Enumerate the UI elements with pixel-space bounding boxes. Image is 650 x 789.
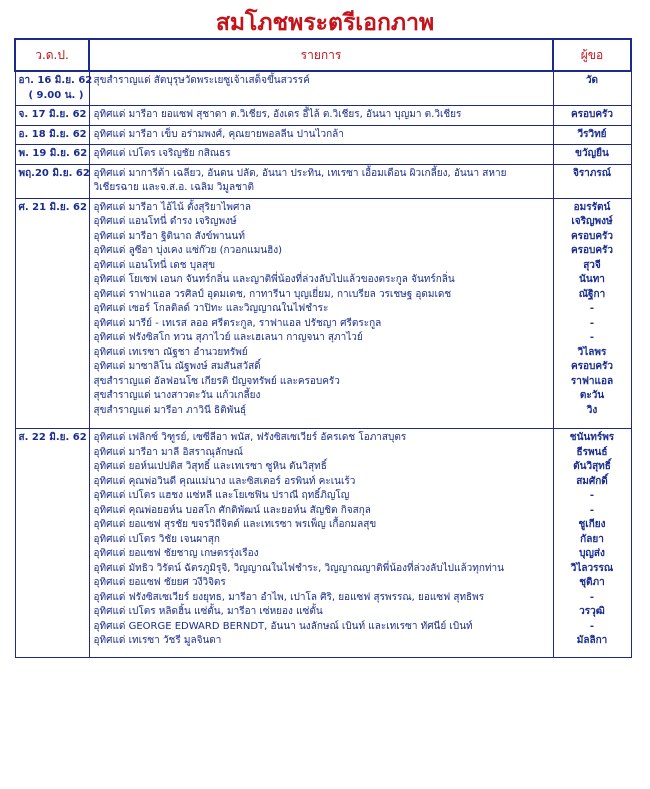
row-details (89, 145, 553, 165)
table-body (15, 71, 631, 657)
row-requester-line: ครอบครัว (570, 245, 614, 256)
row-requester-line: ตะวัน (579, 390, 605, 401)
row-details (89, 106, 553, 126)
row-requester-line: เจริญพงษ์ (571, 216, 613, 227)
row-details-line: อุทิศแด่ ยอห์นเปปติส วิสุทธิ์ และเทเรซา ซูหิน ตันวิสุทธิ์ (93, 461, 327, 472)
row-details-line: อุทิศแด่ มารีอา เข็บ อร่ามพงศ์, คุณยายพอลลีน ปานไวกล้า (93, 128, 344, 140)
row-details-line: อุทิศแด่ มารีอา ฐิตินาถ สังข์พานนท์ (93, 230, 245, 242)
row-details-line: อุทิศแด่ มาซาลิโน ณัฐพงษ์ สมสันสวัสดิ์ (93, 361, 261, 372)
row-details-line: อุทิศแด่ ยอแซฟ สุรชัย ขจรวิถีจิตต์ และเทเรซา พรเพ็ญ เกื้อกมลสุข (93, 519, 377, 530)
row-date-line: อ. 18 มิ.ย. 62 (18, 128, 87, 140)
row-requester (553, 145, 631, 165)
row-date (15, 145, 89, 165)
row-requester-line: ธีรพนธ์ (576, 446, 608, 458)
row-requester-line: มัลลิกา (576, 635, 608, 646)
row-date-line: ศ. 21 มิ.ย. 62 (18, 201, 87, 213)
table-row (15, 164, 631, 198)
row-requester-line: วัด (585, 75, 599, 86)
row-date (15, 106, 89, 126)
row-details-line: อุทิศแด่ เทเรซา ณัฐชา อำนวยทรัพย์ (93, 346, 248, 358)
row-details-line: อุทิศแด่ มารีย์ - เทเรส ลออ ศรีตระกูล, ราฟาแอล ปรัชญา ศรีตระกูล (93, 317, 382, 329)
row-requester-line: บุญส่ง (579, 548, 605, 559)
table-row (15, 198, 631, 429)
header-details: รายการ (89, 39, 553, 71)
row-details-line: อุทิศแด่ เปโตร แฮชง แซ่หลี และโยเซฟิน ปราณี ฤทธิ์ภิญโญ (93, 490, 350, 501)
table-row (15, 429, 631, 658)
row-requester-line: ครอบครัว (570, 361, 614, 372)
row-requester-line: สมศักดิ์ (576, 475, 608, 487)
row-requester-line: - (589, 591, 595, 603)
row-requester-line: นันทา (579, 274, 605, 285)
row-requester-line: ครอบครัว (570, 230, 614, 242)
row-date-line: พฤ.20 มิ.ย. 62 (18, 167, 90, 179)
row-date-line: จ. 17 มิ.ย. 62 (18, 109, 87, 120)
row-requester (553, 198, 631, 429)
row-details (89, 429, 553, 658)
row-requester (553, 164, 631, 198)
row-details-line: อุทิศแด่ มัทธิว วิรัตน์ ฉัตรภูมิรุจิ, วิญญาณในไฟชำระ, วิญญาณญาติพี่น้องที่ล่วงลับไปแล้วทุกท่าน (93, 562, 504, 574)
table-header-row (15, 39, 631, 71)
row-requester-line: ชูเกียง (578, 519, 606, 530)
row-requester-line: วิไลพร (577, 346, 607, 358)
row-details-line: อุทิศแด่ เปโตร วิชัย เจนผาสุก (93, 533, 220, 545)
row-requester-line: ขวัญยืน (575, 148, 609, 159)
row-requester-line: - (589, 490, 595, 501)
row-details-line: อุทิศแด่ เปโตร หลิดฮิ้น แซ่ตั้น, มารีอา เซ่หยอง แซ่ตั้น (93, 606, 323, 617)
row-requester-line: ชุติภา (579, 577, 605, 588)
row-details-line: สุขสำราญแด่ อัลฟอนโซ เกียรติ ปัญจทรัพย์ และครอบครัว (93, 375, 340, 387)
row-details-line: อุทิศแด่ ยอแซฟ ชัยยศ วงีวิจิตร (93, 577, 226, 588)
table-row (15, 71, 631, 106)
row-date (15, 198, 89, 429)
row-details-line: วิเชียรฉาย และจ.ส.อ. เฉลิม วิมูลชาติ (93, 182, 255, 193)
row-date (15, 125, 89, 145)
row-date-line: ( 9.00 น. ) (28, 89, 84, 101)
row-details (89, 125, 553, 145)
row-date (15, 429, 89, 658)
row-details-line: สุขสำราญแด่ นางสาวตะวัน แก้วเกลี้ยง (93, 390, 261, 401)
row-details-line: อุทิศแด่ เปโตร เจริญชัย กสิณธร (93, 148, 231, 159)
row-date (15, 164, 89, 198)
row-requester (553, 106, 631, 126)
row-details-line: อุทิศแด่ แอนโทนี่ เดช บุลสุข (93, 259, 216, 271)
row-requester-line: จิราภรณ์ (572, 167, 612, 179)
row-details-line: สุขสำราญแด่ สัตบุรุษวัดพระเยซูเจ้าเสด็จขึ้นสวรรค์ (93, 75, 310, 86)
row-details-line: อุทิศแด่ GEORGE EDWARD BERNDT, อันนา นงลักษณ์ เบินท์ และเทเรซา ทัศนีย์ เบินท์ (93, 620, 473, 632)
row-requester-line: สุวจี (583, 259, 601, 271)
row-requester-line: ราฟาแอล (570, 375, 614, 387)
row-requester-line: อมรรัตน์ (573, 201, 611, 213)
row-details-line: อุทิศแด่ คุณพ่อวินดี คุณแม่นาง และซิสเตอร์ อรพินท์ คะเนเร้ว (93, 475, 356, 487)
row-requester-line: วิไลวรรณ (570, 562, 614, 574)
row-requester (553, 125, 631, 145)
row-details (89, 71, 553, 106)
row-details-line: อุทิศแด่ ฟรังซิสเซเวียร์ ยงยุทธ, มารีอา อำไพ, เปาโล ศิริ, ยอแซฟ สุรพรรณ, ยอแซฟ สุทธิพร (93, 591, 485, 603)
row-details-line: สุขสำราญแด่ มารีอา ภาวินี ธิติพันธุ์ (93, 404, 247, 416)
row-date-line: ส. 22 มิ.ย. 62 (18, 432, 87, 443)
row-details-line: อุทิศแด่ ลูซีอา บุ่งเคง แซ่ก๊วย (กวอกแมนฮิง) (93, 245, 283, 256)
row-details-line: อุทิศแด่ ฟรังซิสโก ทวน สุภาไวย์ และเฮเลนา กาญจนา สุภาไวย์ (93, 332, 363, 343)
row-requester-line: - (589, 504, 595, 516)
row-requester-line: วีรวิทย์ (577, 128, 607, 140)
row-details-line: อุทิศแด่ เฟลิกซ์ วิฑูรย์, เซซีลีอา พนัส, ฟรังซิสเซเวียร์ อัครเดช โอภาสบุตร (93, 432, 407, 443)
header-requester: ผู้ขอ (553, 39, 631, 71)
row-date-line: พ. 19 มิ.ย. 62 (18, 148, 88, 159)
row-details-line: อุทิศแด่ โยเซฟ เอนก จันทร์กลิ่น และญาติพี่น้องที่ล่วงลับไปแล้วของตระกูล จันทร์กลิ่น (93, 274, 455, 285)
table-row (15, 145, 631, 165)
row-requester-line: ชนันทร์พร (569, 432, 615, 443)
row-details-line: อุทิศแด่ ราฟาแอล วรศิลป์ อุดมเดช, กาทารีนา บุญเยี่ยม, กาเบรียล วรเชษฐ อุดมเดช (93, 288, 452, 300)
row-requester-line: วรวุฒิ (579, 606, 605, 617)
row-details-line: อุทิศแด่ ยอแซฟ ชัยชาญ เกษตรรุ่งเรือง (93, 548, 259, 559)
row-details (89, 198, 553, 429)
table-row (15, 106, 631, 126)
row-requester-line: กัลยา (580, 533, 604, 545)
row-requester-line: ครอบครัว (570, 109, 614, 120)
row-details-line: อุทิศแด่ คุณพ่อยอห์น บอสโก ศักดิพัฒน์ และยอห์น สัญชิต กิจสกุล (93, 504, 371, 516)
row-requester-line: - (589, 317, 595, 329)
row-requester-line: วิง (586, 404, 598, 416)
row-requester-line: - (589, 303, 595, 314)
row-details-line: อุทิศแด่ เซอร์ โกลติลด์ วาปิทะ และวิญญาณในไฟชำระ (93, 303, 329, 314)
row-date (15, 71, 93, 106)
row-requester (553, 71, 631, 106)
header-date: ว.ด.ป. (15, 39, 89, 71)
table-row (15, 125, 631, 145)
row-requester (553, 429, 631, 658)
row-details (89, 164, 553, 198)
row-requester-line: ณัฐิกา (578, 288, 606, 300)
row-details-line: อุทิศแด่ มารีอา ไอ้ไน้ ตั้งสุริยาไพศาล (93, 201, 252, 213)
row-details-line: อุทิศแด่ มารีอา มาลี อิสราณุลักษณ์ (93, 446, 243, 458)
row-date-line: อา. 16 มิ.ย. 62 (18, 75, 93, 86)
row-requester-line: ตันวิสุทธิ์ (573, 461, 611, 472)
intentions-table (14, 38, 632, 658)
row-requester-line: - (589, 620, 595, 632)
row-details-line: อุทิศแด่ แอนโทนี่ ดำรง เจริญพงษ์ (93, 216, 237, 227)
row-details-line: อุทิศแด่ มาการีต้า เฉลียว, อันดน ปลัด, อันนา ประทิน, เทเรซา เอื้อมเดือน ผิวเกลี้ยง, อันนา สหาย (93, 167, 507, 179)
row-requester-line: - (589, 332, 595, 343)
row-details-line: อุทิศแด่ มารีอา ยอแซฟ สุชาดา ต.วิเชียร, อังเดร อี้ไล้ ต.วิเชียร, อันนา บุญมา ต.วิเชียร (93, 109, 462, 120)
page-title: สมโภชพระตรีเอกภาพ (215, 10, 435, 36)
row-details-line: อุทิศแด่ เทเรซา วัชรี มูลจินดา (93, 635, 222, 646)
